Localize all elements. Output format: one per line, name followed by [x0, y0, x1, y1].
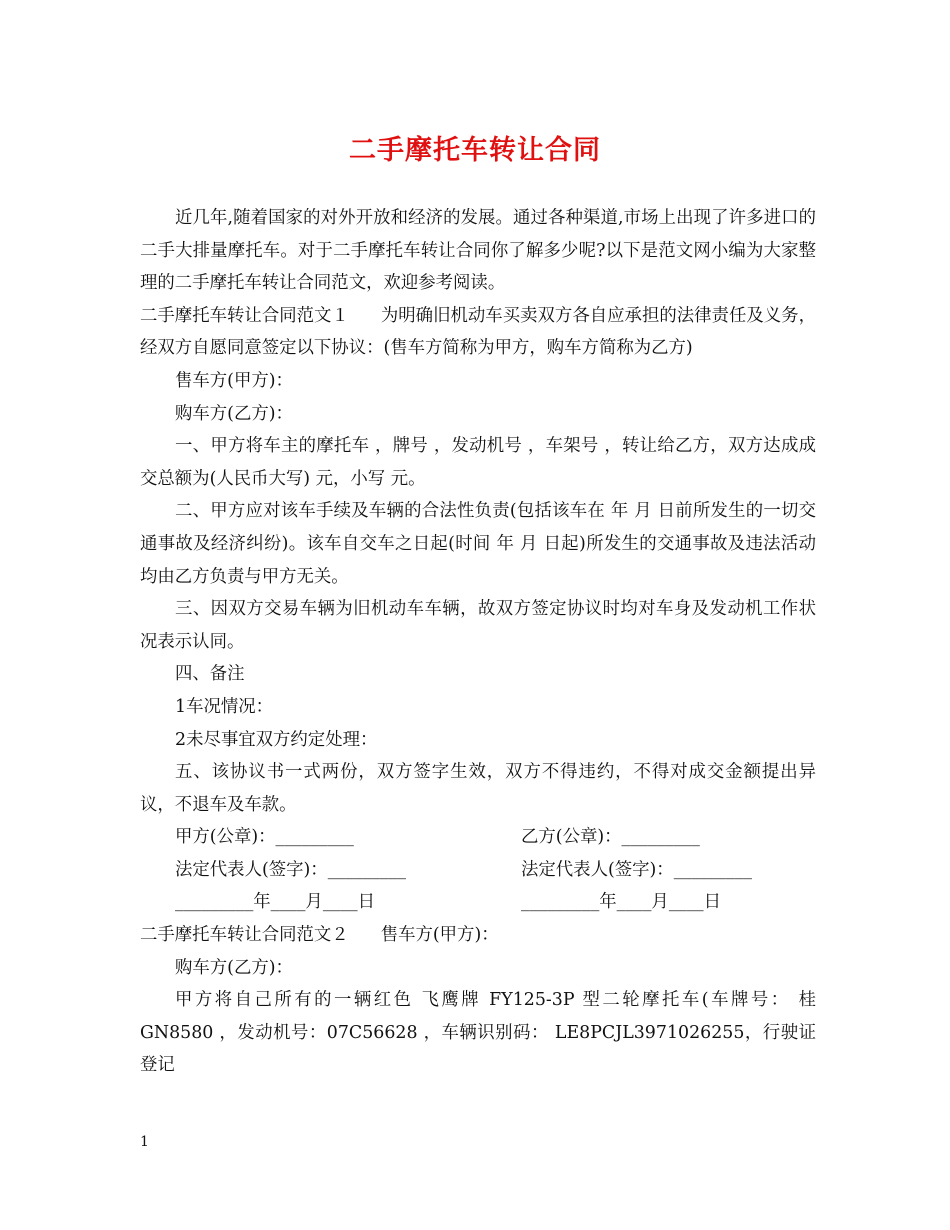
clause-3: 三、因双方交易车辆为旧机动车车辆，故双方签定协议时均对车身及发动机工作状况表示认同。	[140, 599, 816, 652]
party-b-seal: 乙方(公章)：_________	[521, 827, 700, 848]
sample1-seller: 售车方(甲方)：	[175, 370, 293, 391]
party-a-seal: 甲方(公章)：_________	[175, 827, 354, 848]
sample2-buyer: 购车方(乙方)：	[175, 957, 293, 978]
signature-row-seal	[140, 821, 816, 854]
clause-1: 一、甲方将车主的摩托车 ，牌号 ，发动机号 ，车架号 ，转让给乙方，双方达成成交总额为(人民币大写) 元，小写 元。	[140, 436, 816, 489]
sample1-heading-paragraph	[140, 300, 816, 365]
document-body	[140, 202, 816, 1082]
sample2-seller: 售车方(甲方)：	[380, 925, 499, 946]
signature-row-date	[140, 886, 816, 919]
sample1-purpose: 为明确旧机动车买卖双方各自应承担的法律责任及义务，经双方自愿同意签定以下协议：(售车方简称为甲方，购车方简称为乙方)	[140, 305, 816, 359]
signature-row-rep	[140, 854, 816, 887]
intro-paragraph: 近几年,随着国家的对外开放和经济的发展。通过各种渠道,市场上出现了许多进口的二手大排量摩托车。对于二手摩托车转让合同你了解多少呢?以下是范文网小编为大家整理的二手摩托车转让合同范文，欢迎参考阅读。	[140, 208, 816, 294]
party-b-rep: 法定代表人(签字)：_________	[521, 859, 752, 880]
note-1: 1车况情况：	[175, 696, 274, 717]
page-number: 1	[140, 1134, 149, 1150]
note-2: 2未尽事宜双方约定处理：	[175, 729, 378, 750]
sample2-heading: 二手摩托车转让合同范文２	[140, 925, 349, 946]
clause-4: 四、备注	[175, 664, 245, 685]
clause-2: 二、甲方应对该车手续及车辆的合法性负责(包括该车在 年 月 日前所发生的一切交通事故及经济纠纷)。该车自交车之日起(时间 年 月 日起)所发生的交通事故及违法活动均由乙方负责与甲方无关。	[140, 501, 816, 587]
sample1-heading: 二手摩托车转让合同范文１	[140, 305, 349, 326]
party-b-date: _________年____月____日	[521, 892, 721, 913]
document-title: 二手摩托车转让合同	[349, 135, 601, 166]
party-a-date: _________年____月____日	[175, 892, 375, 913]
party-a-rep: 法定代表人(签字)：_________	[175, 859, 406, 880]
sample1-buyer: 购车方(乙方)：	[175, 403, 293, 424]
clause-5: 五、该协议书一式两份，双方签字生效，双方不得违约，不得对成交金额提出异议，不退车及车款。	[140, 762, 816, 815]
sample2-text: 甲方将自己所有的一辆红色 飞鹰牌 FY125-3P 型二轮摩托车(车牌号： 桂 GN8580 ，发动机号：07C56628 ，车辆识别码： LE8PCJL3971026255，行驶证登记	[140, 990, 816, 1076]
sample2-heading-paragraph	[140, 919, 816, 952]
